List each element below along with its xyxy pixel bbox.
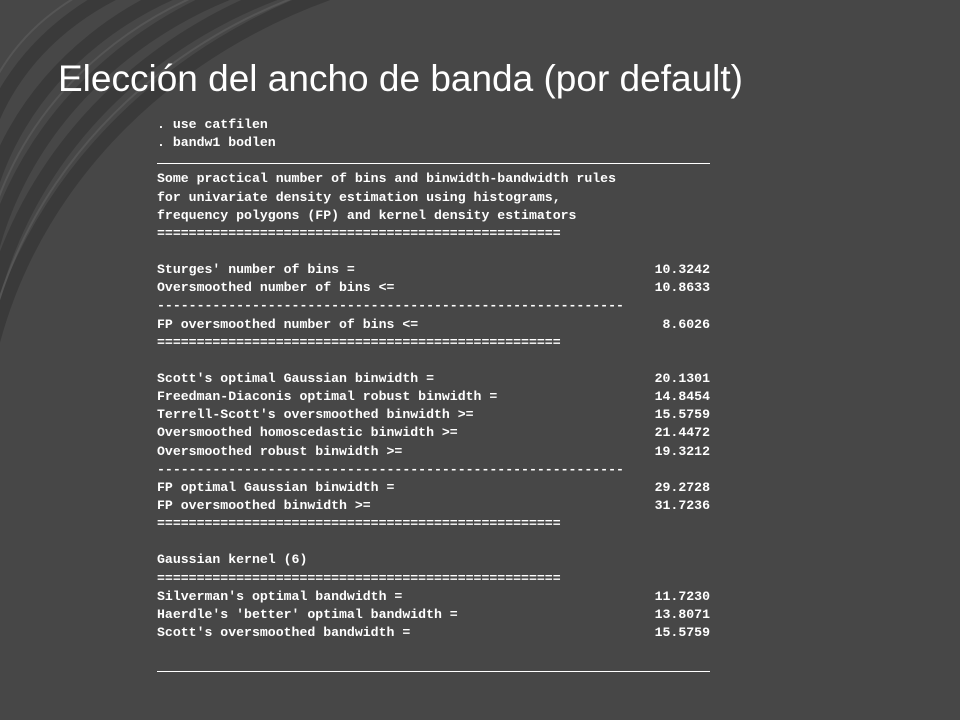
- double-rule: ===================================================: [157, 516, 561, 532]
- result-value: 31.7236: [654, 497, 710, 513]
- solid-rule: [157, 660, 727, 678]
- result-value: 15.5759: [654, 624, 710, 640]
- result-label: Oversmoothed robust binwidth >=: [157, 443, 403, 459]
- result-row: [157, 624, 727, 642]
- blank-line: [157, 352, 727, 370]
- blank-line: [157, 533, 727, 551]
- result-row: [157, 370, 727, 388]
- result-label: Oversmoothed number of bins <=: [157, 280, 395, 296]
- result-value: 20.1301: [654, 370, 710, 386]
- result-label: Oversmoothed homoscedastic binwidth >=: [157, 425, 458, 441]
- result-value: 15.5759: [654, 407, 710, 423]
- double-rule: ===================================================: [157, 334, 561, 350]
- command-line: . bandw1 bodlen: [157, 135, 276, 151]
- double-rule: ===================================================: [157, 570, 561, 586]
- result-row: [157, 406, 727, 424]
- result-label: FP oversmoothed binwidth >=: [157, 497, 371, 513]
- blank-line: [157, 243, 727, 261]
- solid-rule: [157, 152, 727, 170]
- result-row: [157, 606, 727, 624]
- result-label: Haerdle's 'better' optimal bandwidth =: [157, 606, 458, 622]
- result-value: 14.8454: [654, 389, 710, 405]
- header-line: frequency polygons (FP) and kernel density estimators: [157, 207, 577, 223]
- blank-line: [157, 642, 727, 660]
- result-label: FP oversmoothed number of bins <=: [157, 316, 419, 332]
- command-line: . use catfilen: [157, 117, 268, 132]
- result-value: 21.4472: [654, 425, 710, 441]
- header-line: for univariate density estimation using histograms,: [157, 189, 561, 205]
- result-value: 11.7230: [654, 588, 710, 604]
- result-row: [157, 261, 727, 279]
- result-row: [157, 316, 727, 334]
- dash-rule: -----------------------------------------------------------: [157, 298, 624, 314]
- result-value: 8.6026: [662, 316, 710, 332]
- result-row: [157, 279, 727, 297]
- result-label: FP optimal Gaussian binwidth =: [157, 479, 395, 495]
- result-row: [157, 479, 727, 497]
- result-label: Sturges' number of bins =: [157, 262, 355, 278]
- result-label: Silverman's optimal bandwidth =: [157, 588, 403, 604]
- result-value: 19.3212: [654, 443, 710, 459]
- result-row: [157, 424, 727, 442]
- kernel-title: Gaussian kernel (6): [157, 552, 308, 568]
- result-label: Freedman-Diaconis optimal robust binwidth =: [157, 389, 498, 405]
- result-value: 10.8633: [654, 280, 710, 296]
- result-row: [157, 497, 727, 515]
- stata-output: [157, 116, 727, 678]
- result-row: [157, 388, 727, 406]
- header-line: Some practical number of bins and binwidth-bandwidth rules: [157, 171, 616, 187]
- result-value: 13.8071: [654, 606, 710, 622]
- result-label: Terrell-Scott's oversmoothed binwidth >=: [157, 407, 474, 423]
- result-label: Scott's oversmoothed bandwidth =: [157, 624, 411, 640]
- slide-title: Elección del ancho de banda (por default): [58, 58, 743, 99]
- dash-rule: -----------------------------------------------------------: [157, 461, 624, 477]
- result-row: [157, 588, 727, 606]
- result-row: [157, 443, 727, 461]
- double-rule: ===================================================: [157, 225, 561, 241]
- result-label: Scott's optimal Gaussian binwidth =: [157, 370, 434, 386]
- result-value: 29.2728: [654, 479, 710, 495]
- result-value: 10.3242: [654, 262, 710, 278]
